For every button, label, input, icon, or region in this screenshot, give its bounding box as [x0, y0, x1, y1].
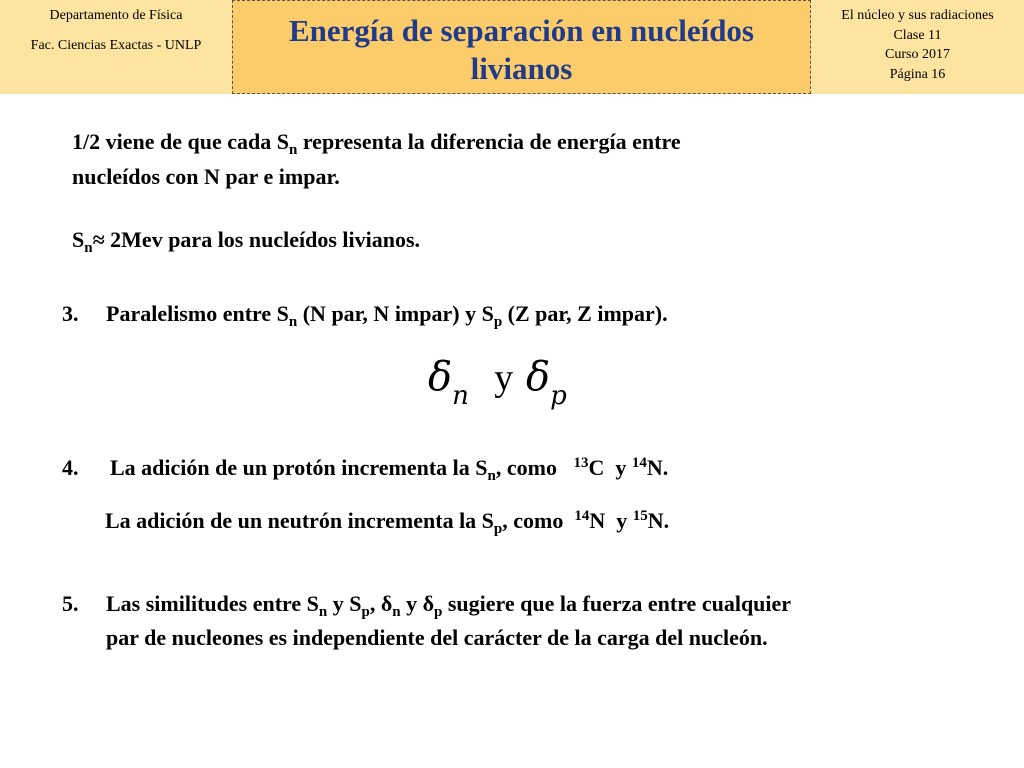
course-name: El núcleo y sus radiaciones [841, 8, 994, 23]
item-4-line2: La adición de un neutrón incrementa la $S_p$, como $^{14}$N y $^{15}$N. [105, 508, 670, 537]
item-3-text: Paralelismo entre $S_n$ (N par, N impar) y $S_p$ (Z par, Z impar). [106, 301, 668, 330]
delta-formula: $\delta_n$ y $\delta_p$ [428, 354, 567, 411]
slide-title-line2: livianos [470, 51, 573, 86]
course-year: Curso 2017 [885, 47, 950, 62]
header-left-box [0, 0, 232, 94]
item-4-number: 4. [62, 455, 79, 480]
slide-title-line1: Energía de separación en nucleídos [288, 13, 754, 48]
paragraph-1-line2: nucleídos con N par e impar. [72, 164, 340, 189]
class-number: Clase 11 [893, 27, 942, 43]
paragraph-1-line1: 1/2 viene de que cada $S_n$ representa la diferencia de energía entre [72, 129, 681, 158]
slide-title [232, 0, 811, 94]
faculty-label: Fac. Ciencias Exactas - UNLP [30, 38, 202, 53]
item-5-line2: par de nucleones es independiente del carácter de la carga del nucleón. [106, 625, 768, 650]
item-4-line1: La adición de un protón incrementa la $S_n$, como $^{13}$C y $^{14}$N. [110, 455, 669, 484]
paragraph-2: $S_n\approx 2Mev$ para los nucleídos livianos. [72, 227, 421, 256]
item-5-line1: Las similitudes entre $S_n$ y $S_p$, $\delta_n$ y $\delta_p$ sugiere que la fuerza entre cualquier [106, 591, 792, 620]
item-5-number: 5. [62, 591, 79, 616]
header-right-box [811, 0, 1024, 94]
item-3-number: 3. [62, 301, 79, 326]
page-number: Página 16 [889, 66, 946, 82]
department-label: Departamento de Física [49, 8, 183, 23]
